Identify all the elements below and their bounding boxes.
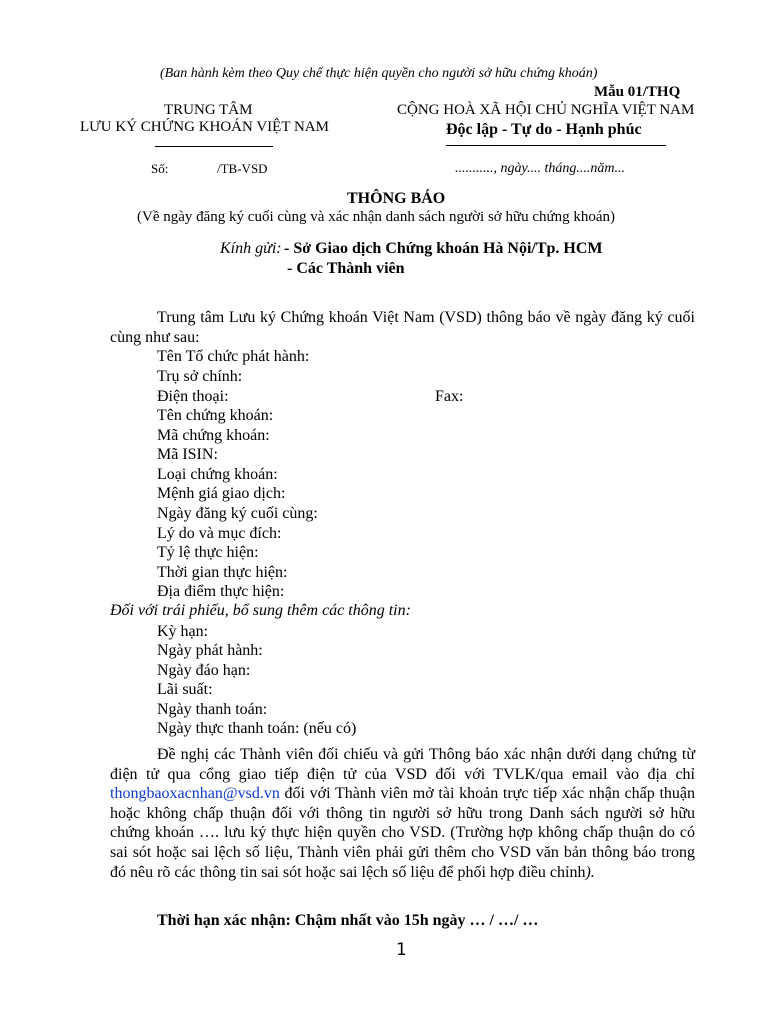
field-security-name: Tên chứng khoán: (157, 407, 274, 424)
confirmation-deadline: Thời hạn xác nhận: Chậm nhất vào 15h ngày … / …/ … (157, 912, 539, 929)
motto: Độc lập - Tự do - Hạnh phúc (446, 121, 642, 138)
recipient-line-2: - Các Thành viên (287, 260, 405, 277)
doc-title: THÔNG BÁO (347, 190, 446, 207)
doc-number-suffix: /TB-VSD (217, 161, 268, 176)
field-fax: Fax: (435, 388, 464, 405)
page-number: 1 (396, 940, 407, 960)
bond-note: Đối với trái phiếu, bổ sung thêm các thông tin: (110, 602, 411, 619)
field-time: Thời gian thực hiện: (157, 564, 288, 581)
motto-underline (446, 145, 666, 146)
issued-note: (Ban hành kèm theo Quy chế thực hiện quyền cho người sở hữu chứng khoán) (160, 66, 598, 81)
date-line: ..........., ngày.... tháng....năm... (455, 161, 625, 176)
bond-field-issue-date: Ngày phát hành: (157, 642, 263, 659)
org-name-line1: TRUNG TÂM (164, 102, 253, 118)
org-name-line2: LƯU KÝ CHỨNG KHOÁN VIỆT NAM (80, 119, 329, 135)
bond-field-term: Kỳ hạn: (157, 623, 209, 640)
intro-text: Trung tâm Lưu ký Chứng khoán Việt Nam (VSD) thông báo về ngày đăng ký cuối cùng như sau: (110, 309, 695, 346)
bond-field-payment-date: Ngày thanh toán: (157, 701, 268, 718)
country-name: CỘNG HOÀ XÃ HỘI CHỦ NGHĨA VIỆT NAM (397, 102, 695, 118)
org-underline (155, 146, 273, 147)
field-record-date: Ngày đăng ký cuối cùng: (157, 505, 318, 522)
field-ratio: Tỷ lệ thực hiện: (157, 544, 259, 561)
field-security-type: Loại chứng khoán: (157, 466, 278, 483)
bond-field-maturity-date: Ngày đáo hạn: (157, 662, 251, 679)
intro-paragraph (110, 308, 695, 347)
request-text-3: ). (585, 863, 595, 881)
field-isin: Mã ISIN: (157, 446, 218, 463)
field-phone: Điện thoại: (157, 388, 229, 405)
field-security-code: Mã chứng khoán: (157, 427, 270, 444)
field-location: Địa điểm thực hiện: (157, 583, 285, 600)
email-link[interactable]: thongbaoxacnhan@vsd.vn (110, 785, 280, 803)
field-head-office: Trụ sở chính: (157, 368, 243, 385)
request-text-1: Đề nghị các Thành viên đối chiếu và gửi Thông báo xác nhận dưới dạng chứng từ điện tử qua cổng giao tiếp điện tử của VSD đối với TVLK/qua email vào địa chỉ (110, 746, 695, 783)
doc-number-label: Số: (151, 161, 169, 176)
bond-field-actual-payment-date: Ngày thực thanh toán: (nếu có) (157, 720, 357, 737)
doc-subtitle: (Về ngày đăng ký cuối cùng và xác nhận danh sách người sở hữu chứng khoán) (137, 209, 616, 225)
field-par-value: Mệnh giá giao dịch: (157, 485, 286, 502)
recipient-label: Kính gửi: (220, 240, 282, 257)
recipient-line-1: - Sở Giao dịch Chứng khoán Hà Nội/Tp. HCM (284, 240, 603, 257)
bond-field-interest-rate: Lãi suất: (157, 681, 213, 698)
field-reason: Lý do và mục đích: (157, 525, 282, 542)
request-paragraph (110, 745, 695, 882)
form-code: Mẫu 01/THQ (594, 84, 681, 100)
request-text-2: đối với Thành viên mở tài khoản trực tiếp xác nhận chấp thuận hoặc không chấp thuận đối với thông tin người sở hữu trong Danh sách người sở hữu chứng khoán …. lưu ký thực hiện quyền cho VSD. (Trường hợp không chấp thuận do có sai sót hoặc sai lệch số liệu, Thành viên phải gửi thêm cho VSD văn bản thông báo trong đó nêu rõ các thông tin sai sót hoặc sai lệch số liệu để phối hợp điều chỉnh (110, 785, 695, 881)
field-issuer-name: Tên Tổ chức phát hành: (157, 348, 310, 365)
